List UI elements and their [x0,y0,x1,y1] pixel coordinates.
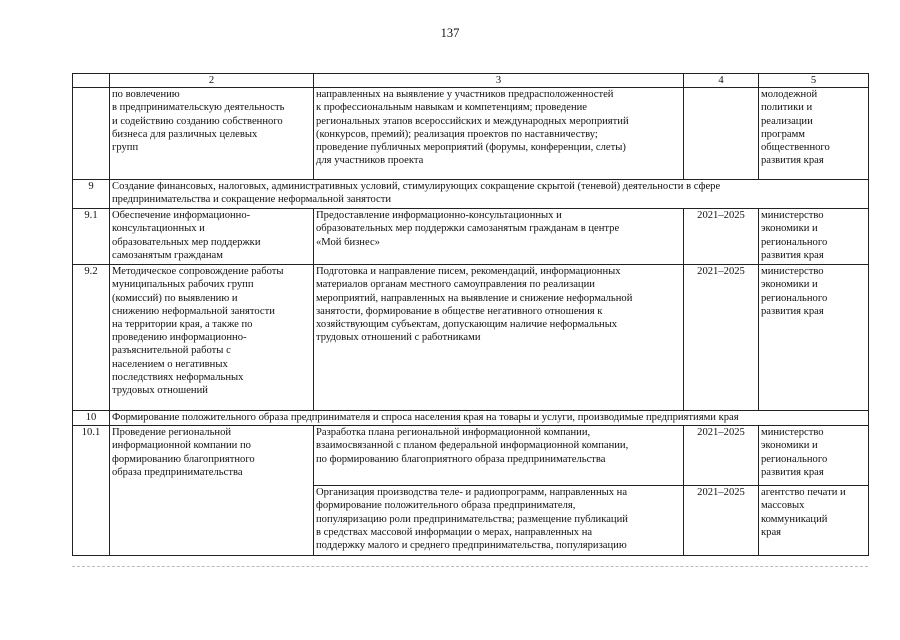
measure-content: Разработка плана региональной информационной компании, взаимосвязанной с планом федеральной информационной компании, по формированию благоприятного образа предпринимательства [314,426,684,486]
header-cell-5: 5 [759,74,869,88]
header-cell-2: 2 [110,74,314,88]
table-header-row [73,74,869,88]
header-cell-4: 4 [684,74,759,88]
measure-period [684,88,759,180]
measure-name: по вовлечению в предпринимательскую деятельность и содействию созданию собственного бизнеса для различных целевых групп [110,88,314,180]
table-row-continued [73,88,869,180]
page-cut-line [72,566,868,567]
header-cell-1 [73,74,110,88]
measure-executor: министерство экономики и регионального развития края [759,209,869,265]
row-number: 9.2 [73,265,110,411]
measures-table [72,73,869,556]
measure-name: Проведение региональной информационной компании по формированию благоприятного образа предпринимательства [110,426,314,556]
section-title: Создание финансовых, налоговых, административных условий, стимулирующих сокращение скрытой (теневой) деятельности в сфере предпринимательства и сокращение неформальной занятости [110,180,869,209]
table-row-9-2 [73,265,869,411]
measure-executor: агентство печати и массовых коммуникаций края [759,486,869,556]
section-title: Формирование положительного образа предпринимателя и спроса населения края на товары и услуги, производимые предприятиями края [110,411,869,426]
section-row-10 [73,411,869,426]
measure-content: Предоставление информационно-консультационных и образовательных мер поддержки самозанятым гражданам в центре «Мой бизнес» [314,209,684,265]
measure-content: Организация производства теле- и радиопрограмм, направленных на формирование положительного образа предпринимателя, популяризацию роли предпринимательства; размещение публикаций в средствах массовой информации о мерах, направленных на поддержку малого и среднего предпринимательства, популяризацию [314,486,684,556]
measure-period: 2021–2025 [684,209,759,265]
measure-period: 2021–2025 [684,486,759,556]
measure-executor: молодежной политики и реализации программ общественного развития края [759,88,869,180]
measure-period: 2021–2025 [684,265,759,411]
measure-executor: министерство экономики и регионального развития края [759,265,869,411]
measure-name: Методическое сопровождение работы муниципальных рабочих групп (комиссий) по выявлению и снижению неформальной занятости на территории края, а также по проведению информационно- разъяснительной работы с населением о негативных последствиях неформальных трудовых отношений [110,265,314,411]
section-row-9 [73,180,869,209]
table-row-9-1 [73,209,869,265]
header-cell-3: 3 [314,74,684,88]
table-row-10-1 [73,426,869,486]
row-number: 9.1 [73,209,110,265]
measure-name: Обеспечение информационно- консультационных и образовательных мер поддержки самозанятым гражданам [110,209,314,265]
section-number: 10 [73,411,110,426]
row-number: 10.1 [73,426,110,556]
measure-content: Подготовка и направление писем, рекомендаций, информационных материалов органам местного самоуправления по реализации мероприятий, направленных на выявление и снижение неформальной занятости, формирование в обществе негативного отношения к хозяйствующим субъектам, допускающим наличие неформальных трудовых отношений с работниками [314,265,684,411]
page-number: 137 [440,26,460,40]
row-number [73,88,110,180]
measure-period: 2021–2025 [684,426,759,486]
measure-executor: министерство экономики и регионального развития края [759,426,869,486]
section-number: 9 [73,180,110,209]
measure-content: направленных на выявление у участников предрасположенностей к профессиональным навыкам и компетенциям; проведение региональных этапов всероссийских и международных мероприятий (конкурсов, премий); реализация проектов по наставничеству; проведение публичных мероприятий (форумы, конференции, слеты) для участников проекта [314,88,684,180]
